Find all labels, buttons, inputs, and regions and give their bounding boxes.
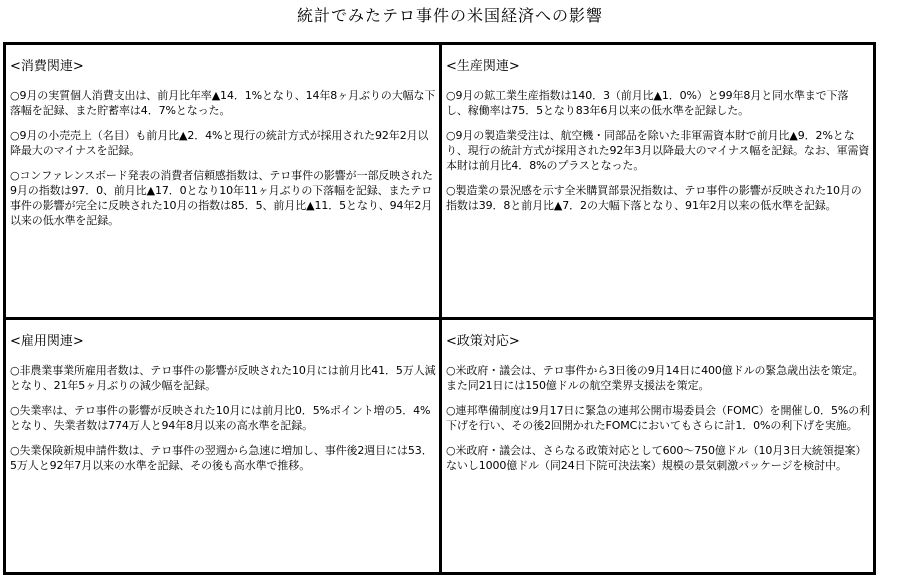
policy-item: ○連邦準備制度は9月17日に緊急の連邦公開市場委員会（FOMC）を開催し0．5%の利下げを行い、その後2回開かれたFOMCにおいてもさらに計1．0%の利下げを実施。: [446, 404, 870, 432]
consumption-item: ○9月の実質個人消費支出は、前月比年率▲14．1%となり、14年8ヶ月ぶりの大幅な下落幅を記録、また貯蓄率は4．7%となった。: [10, 89, 436, 117]
employment-item: ○非農業事業所雇用者数は、テロ事件の影響が反映された10月には前月比41．5万人減となり、21年5ヶ月ぶりの減少幅を記録。: [10, 364, 436, 392]
content-grid: [3, 42, 876, 575]
employment-item: ○失業保険新規申請件数は、テロ事件の翌週から急速に増加し、事件後2週目には53．5万人と92年7月以来の水準を記録、その後も高水準で推移。: [10, 444, 433, 472]
document-title: 統計でみたテロ事件の米国経済への影響: [296, 6, 603, 25]
production-section: [442, 45, 873, 320]
policy-section: [442, 320, 873, 572]
consumption-section: [6, 45, 442, 320]
employment-heading: <雇用関連>: [10, 334, 84, 349]
employment-item: ○失業率は、テロ事件の影響が反映された10月には前月比0．5%ポイント増の5．4%となり、失業者数は774万人と94年8月以来の高水準を記録。: [10, 404, 431, 432]
consumption-item: ○9月の小売売上（名目）も前月比▲2．4%と現行の統計方式が採用された92年2月以降最大のマイナスを記録。: [10, 129, 429, 157]
consumption-heading: <消費関連>: [10, 59, 84, 74]
production-item: ○製造業の景況感を示す全米購買部景況指数は、テロ事件の影響が反映された10月の指数は39．8と前月比▲7．2の大幅下落となり、91年2月以来の低水準を記録。: [446, 184, 862, 212]
policy-item: ○米政府・議会は、テロ事件から3日後の9月14日に400億ドルの緊急歳出法を策定。また同21日には150億ドルの航空業界支援法を策定。: [446, 364, 864, 392]
policy-item: ○米政府・議会は、さらなる政策対応として600～750億ドル（10月3日大統領提案）ないし1000億ドル（同24日下院可決法案）規模の景気刺激パッケージを検討中。: [446, 444, 867, 472]
production-item: ○9月の製造業受注は、航空機・同部品を除いた非軍需資本財で前月比▲9．2%となり、現行の統計方式が採用された92年3月以降最大のマイナス幅を記録。なお、軍需資本財は前月比4．8%のプラスとなった。: [446, 129, 870, 172]
policy-heading: <政策対応>: [446, 334, 520, 349]
production-item: ○9月の鉱工業生産指数は140．3（前月比▲1．0%）と99年8月と同水準まで下落し、稼働率は75．5となり83年6月以来の低水準を記録した。: [446, 89, 849, 117]
production-heading: <生産関連>: [446, 59, 520, 74]
consumption-item: ○コンファレンスボード発表の消費者信頼感指数は、テロ事件の影響が一部反映された9月の指数は97．0、前月比▲17．0となり10年11ヶ月ぶりの下落幅を記録、またテロ事件の影響が完全に反映された10月の指数は85．5、前月比▲11．5となり、94年2月以来の低水準を記録。: [10, 169, 433, 227]
employment-section: [6, 320, 442, 572]
